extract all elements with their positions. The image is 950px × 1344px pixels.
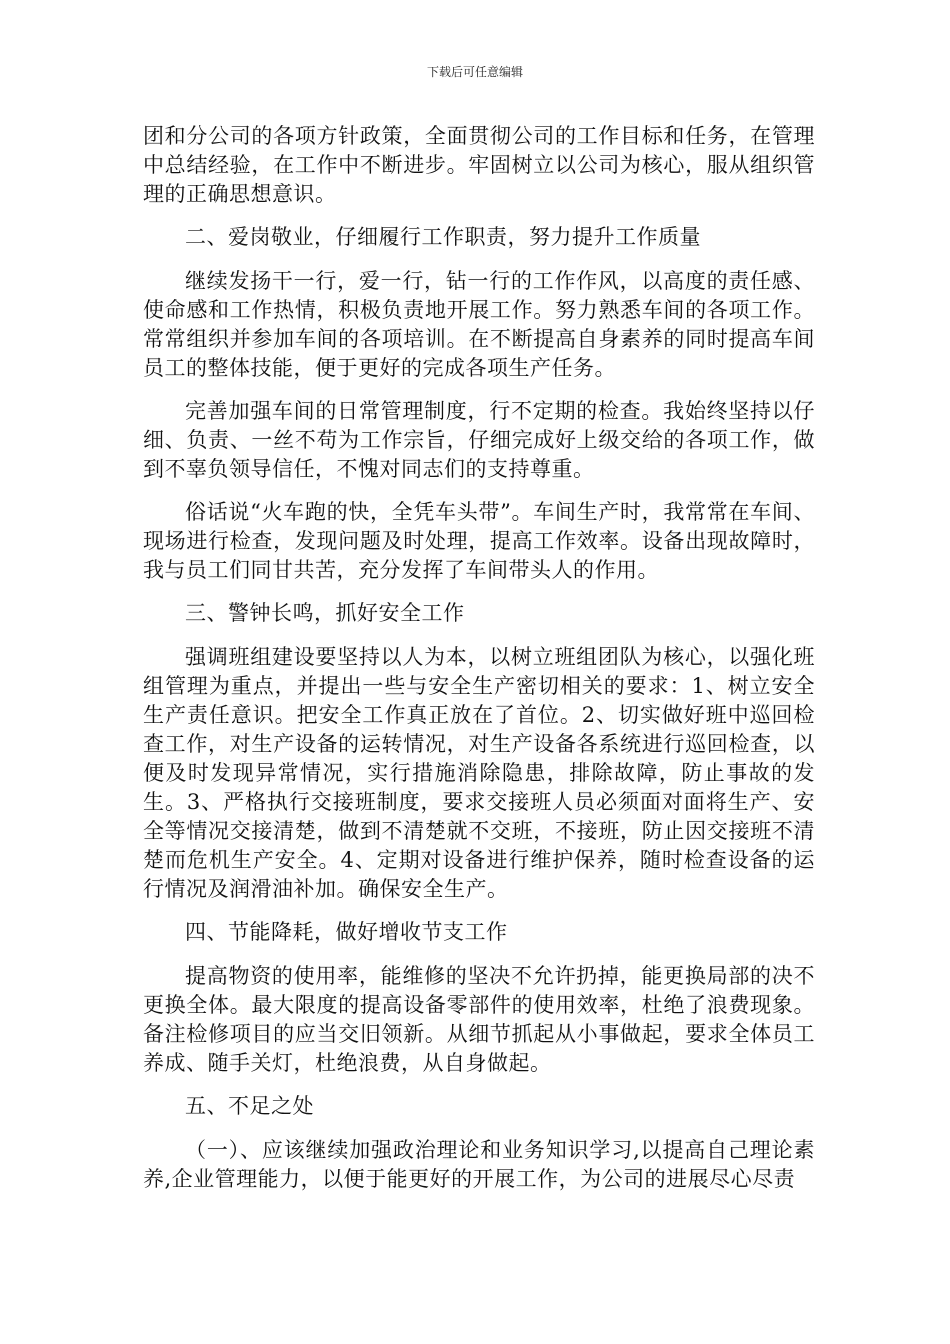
paragraph-energy-saving: 提高物资的使用率，能维修的坚决不允许扔掉，能更换局部的决不更换全体。最大限度的提高设备零部件的使用效率，杜绝了浪费现象。备注检修项目的应当交旧领新。从细节抓起从小事做起，要求全体员工养成、随手关灯，杜绝浪费，从自身做起。 <box>143 964 815 1075</box>
paragraph-management: 完善加强车间的日常管理制度，行不定期的检查。我始终坚持以仔细、负责、一丝不苟为工作宗旨，仔细完成好上级交给的各项工作，做到不辜负领导信任，不愧对同志们的支持尊重。 <box>143 399 815 481</box>
section-heading-5: 五、不足之处 <box>185 1094 314 1118</box>
section-heading-3: 三、警钟长鸣，抓好安全工作 <box>185 601 465 625</box>
document-body <box>143 122 815 1208</box>
paragraph-work-style: 继续发扬干一行，爱一行，钻一行的工作作风，以高度的责任感、使命感和工作热情，积极负责地开展工作。努力熟悉车间的各项工作。常常组织并参加车间的各项培训。在不断提高自身素养的同时提高车间员工的整体技能，便于更好的完成各项生产任务。 <box>143 269 815 380</box>
paragraph-continuation: 团和分公司的各项方针政策，全面贯彻公司的工作目标和任务，在管理中总结经验，在工作中不断进步。牢固树立以公司为核心，服从组织管理的正确思想意识。 <box>143 124 815 206</box>
paragraph-leadership: 俗话说“火车跑的快，全凭车头带”。车间生产时，我常常在车间、现场进行检查，发现问题及时处理，提高工作效率。设备出现故障时，我与员工们同甘共苦，充分发挥了车间带头人的作用。 <box>143 500 815 582</box>
page-header: 下载后可任意编辑 <box>426 65 523 79</box>
section-heading-4: 四、节能降耗，做好增收节支工作 <box>185 920 508 944</box>
section-heading-2: 二、爱岗敬业，仔细履行工作职责，努力提升工作质量 <box>185 225 701 249</box>
paragraph-shortcomings: （一）、应该继续加强政治理论和业务知识学习,以提高自己理论素养,企业管理能力，以便于能更好的开展工作，为公司的进展尽心尽责 <box>143 1138 815 1191</box>
paragraph-safety: 强调班组建设要坚持以人为本，以树立班组团队为核心，以强化班组管理为重点，并提出一些与安全生产密切相关的要求：1、树立安全生产责任意识。把安全工作真正放在了首位。2、切实做好班中巡回检查工作，对生产设备的运转情况，对生产设备各系统进行巡回检查，以便及时发现异常情况，实行措施消除隐患，排除故障，防止事故的发生。3、严格执行交接班制度，要求交接班人员必须面对面将生产、安全等情况交接清楚，做到不清楚就不交班，不接班，防止因交接班不清楚而危机生产安全。4、定期对设备进行维护保养，随时检查设备的运行情况及润滑油补加。确保安全生产。 <box>143 645 815 901</box>
